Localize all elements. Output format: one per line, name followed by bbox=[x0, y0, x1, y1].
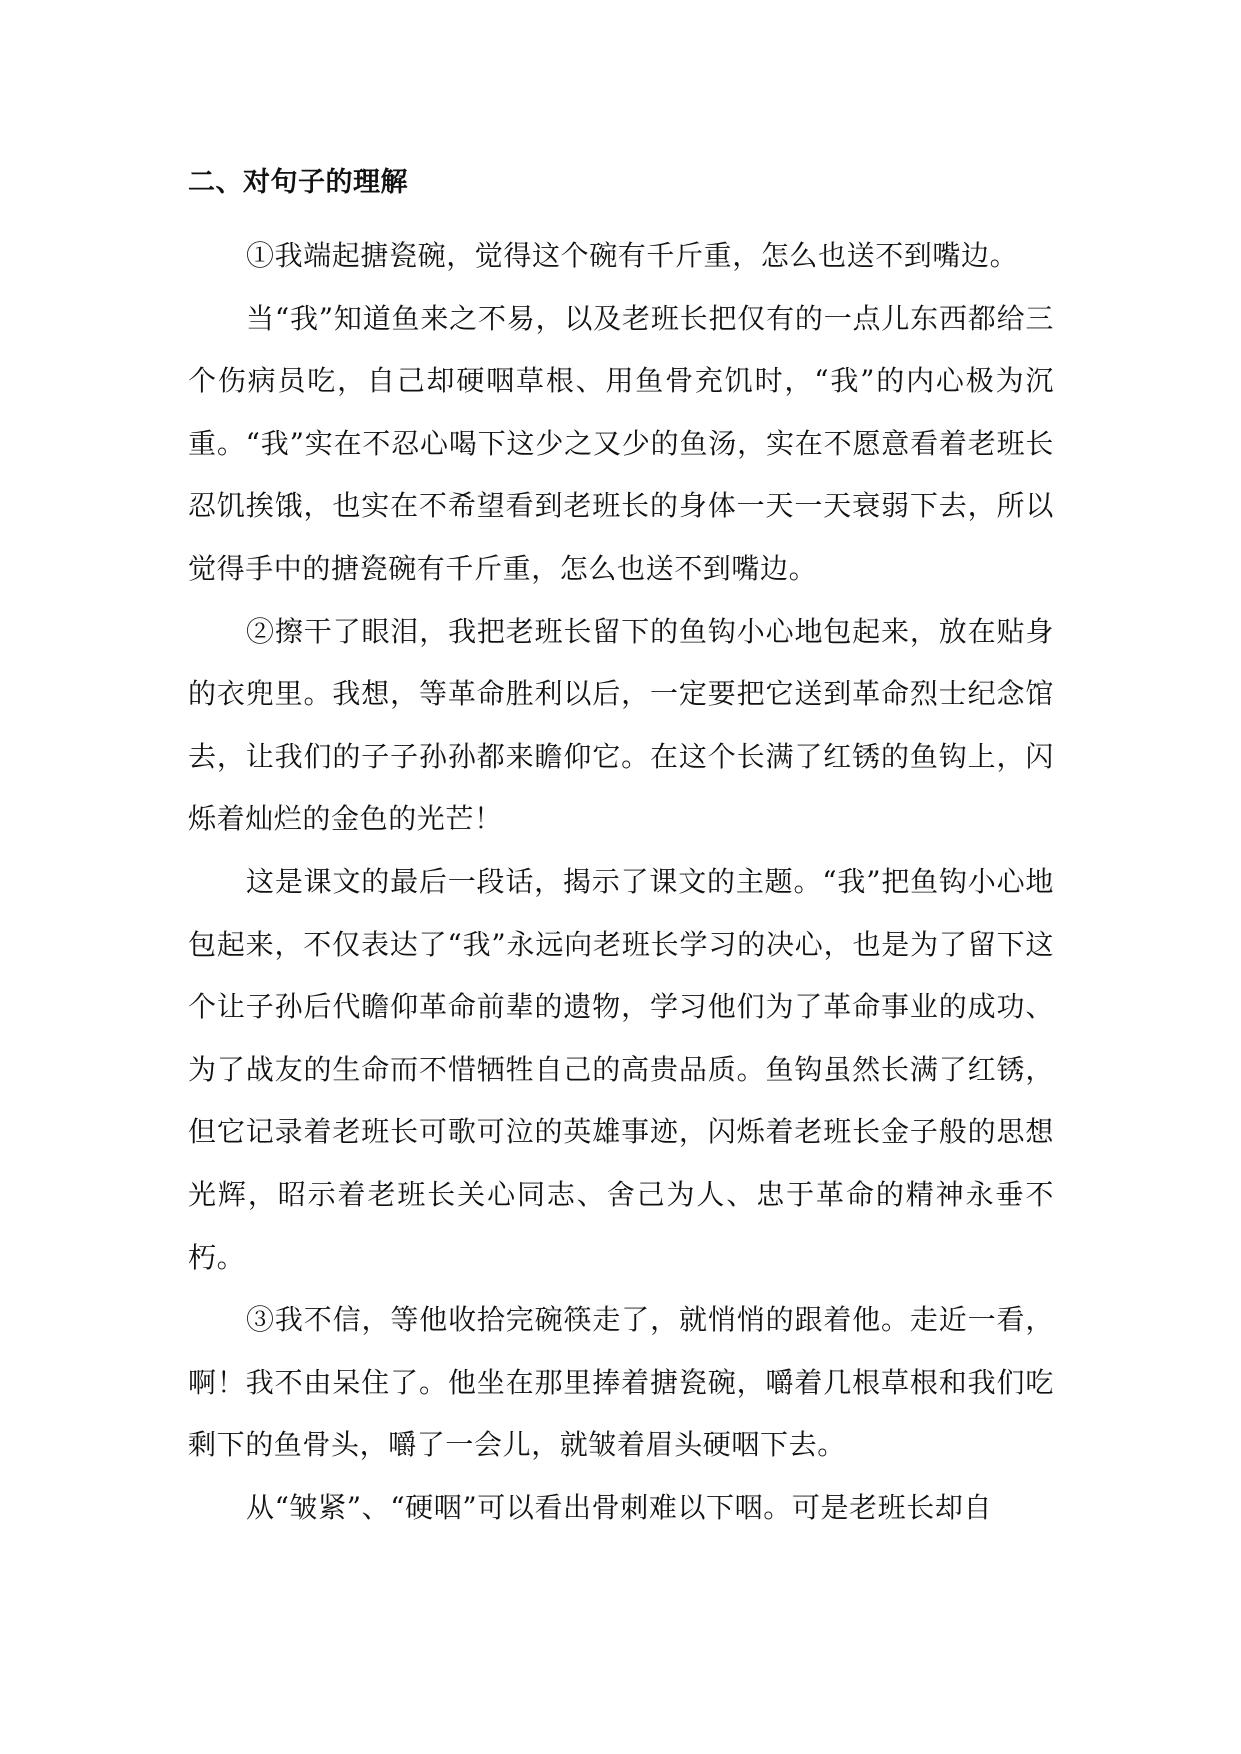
explanation-paragraph-3: 从“皱紧”、“硬咽”可以看出骨刺难以下咽。可是老班长却自 bbox=[246, 1490, 993, 1524]
quote-sentence-3: ③我不信，等他收拾完碗筷走了，就悄悄的跟着他。走近一看，啊！我不由呆住了。他坐在那里捧着搪瓷碗，嚼着几根草根和我们吃剩下的鱼骨头，嚼了一会儿，就皱着眉头硬咽下去。 bbox=[188, 1303, 1054, 1462]
explanation-paragraph-2: 这是课文的最后一段话，揭示了课文的主题。“我”把鱼钩小心地包起来，不仅表达了“我”永远向老班长学习的决心，也是为了留下这个让子孙后代瞻仰革命前辈的遗物，学习他们为了革命事业的成功、为了战友的生命而不惜牺牲自己的高贵品质。鱼钩虽然长满了红锈，但它记录着老班长可歌可泣的英雄事迹，闪烁着老班长金子般的思想光辉，昭示着老班长关心同志、舍己为人、忠于革命的精神永垂不朽。 bbox=[188, 864, 1054, 1274]
section-heading: 二、对句子的理解 bbox=[188, 167, 408, 198]
quote-sentence-2: ②擦干了眼泪，我把老班长留下的鱼钩小心地包起来，放在贴身的衣兜里。我想，等革命胜利以后，一定要把它送到革命烈士纪念馆去，让我们的子子孙孙都来瞻仰它。在这个长满了红锈的鱼钩上，闪烁着灿烂的金色的光芒！ bbox=[188, 614, 1054, 836]
explanation-paragraph-1: 当“我”知道鱼来之不易，以及老班长把仅有的一点儿东西都给三个伤病员吃，自己却硬咽草根、用鱼骨充饥时，“我”的内心极为沉重。“我”实在不忍心喝下这少之又少的鱼汤，实在不愿意看着老班长忍饥挨饿，也实在不希望看到老班长的身体一天一天衰弱下去，所以觉得手中的搪瓷碗有千斤重，怎么也送不到嘴边。 bbox=[188, 301, 1054, 585]
quote-sentence-1: ①我端起搪瓷碗，觉得这个碗有千斤重，怎么也送不到嘴边。 bbox=[246, 239, 1019, 272]
document-content bbox=[188, 163, 1054, 1539]
